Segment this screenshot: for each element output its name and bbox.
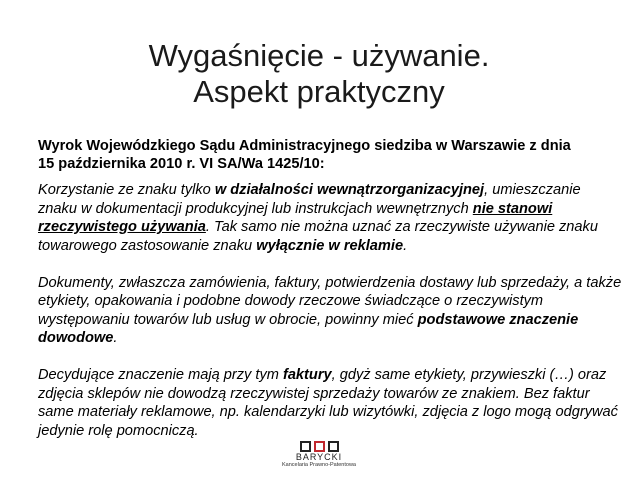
paragraph-2 [38,274,623,348]
paragraph-3 [38,366,623,440]
p1-emphasis-not-actual-use: nie stanowi rzeczywistego używania [38,200,553,235]
p1-text-e: . Tak samo nie można uznać za rzeczywiste używanie znaku towarowego zastosowanie znaku [38,219,598,254]
slide-title-line-1: Wygaśnięcie - używanie. [148,38,490,73]
logo-subtitle: Kancelaria Prawno-Patentowa [282,462,356,468]
judgment-heading-line-1: Wyrok Wojewódzkiego Sądu Administracyjnego siedziba w Warszawie z dnia [38,138,571,154]
p1-emphasis-internal-activity: w działalności wewnątrzorganizacyjnej [214,182,485,198]
p2-emphasis-evidential-value: podstawowe znaczenie dowodowe [38,311,579,346]
firm-logo [0,441,638,469]
p1-text-a: Korzystanie ze znaku tylko [38,182,215,198]
p3-emphasis-invoices: faktury [282,367,332,383]
logo-name: BARYCKI [295,452,343,462]
p1-text-c: , umieszczanie znaku w dokumentacji produkcyjnej lub instrukcjach wewnętrznych [38,182,581,217]
logo-square-1 [300,441,311,452]
p3-text-a: Decydujące znaczenie mają przy tym [38,367,283,383]
logo-squares-icon [0,441,638,452]
p3-text-c: , gdyż same etykiety, przywieszki (…) oraz zdjęcia sklepów nie dowodzą rzeczywistej sprzedaży towarów ze znakiem. Bez faktur same materiały reklamowe, np. kalendarzyki lub wizytówki, zdjęcia z logo mogą odgrywać jedynie rolę pomocniczą. [38,367,618,439]
paragraph-1 [38,181,623,255]
slide-title [0,38,638,110]
judgment-heading [38,137,613,173]
judgment-heading-line-2: 15 października 2010 r. VI SA/Wa 1425/10: [38,156,325,172]
p1-emphasis-only-advertising: wyłącznie w reklamie [256,237,404,254]
logo-square-2 [314,441,325,452]
p2-text-c: . [113,330,118,346]
slide-title-line-2: Aspekt praktyczny [193,74,445,109]
p1-text-g: . [403,237,408,254]
logo-square-3 [328,441,339,452]
quote-body [38,181,623,440]
p2-text-a: Dokumenty, zwłaszcza zamówienia, faktury, potwierdzenia dostawy lub sprzedaży, a także etykiety, opakowania i podobne dowody rzeczowe świadczące o rzeczywistym występowaniu towarów lub usług w obrocie, powinny mieć [38,274,622,328]
